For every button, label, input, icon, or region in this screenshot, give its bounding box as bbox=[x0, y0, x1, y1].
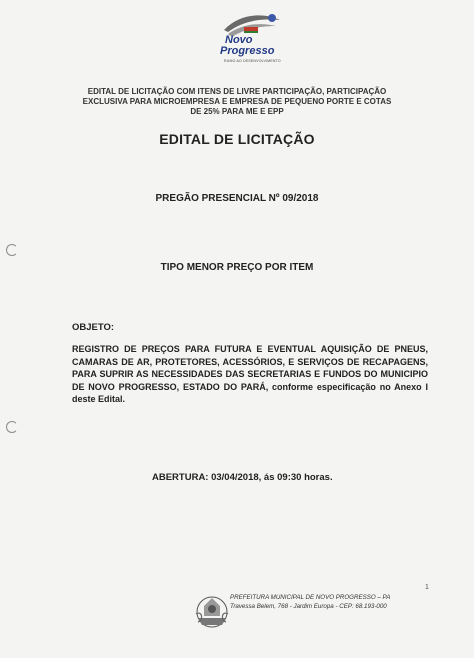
footer-address: Travessa Belem, 768 - Jardim Europa - CEP: 68.193-000 bbox=[230, 603, 387, 610]
abertura-date: ABERTURA: 03/04/2018, ás 09:30 horas. bbox=[152, 472, 333, 483]
header-line: EDITAL DE LICITAÇÃO COM ITENS DE LIVRE PARTICIPAÇÃO, PARTICIPAÇÃO bbox=[87, 87, 387, 96]
logo-wordmark-progresso: Progresso bbox=[220, 45, 275, 57]
objeto-text: REGISTRO DE PREÇOS PARA FUTURA E EVENTUAL AQUISIÇÃO DE PNEUS, CAMARAS DE AR, PROTETORES, ACESSÓRIOS, E SERVIÇOS DE RECAPAGENS, PARA SUPRIR AS NECESSIDADES DAS SECRETARIAS E FUNDOS DO MUNICIPIO DE NOVO PROGRESSO, ESTADO DO PARÁ, bbox=[72, 344, 428, 392]
punch-hole-icon bbox=[6, 244, 18, 256]
logo-tagline: RUMO AO DESENVOLVIMENTO bbox=[224, 59, 281, 63]
punch-hole-icon bbox=[6, 421, 18, 433]
header-line: DE 25% PARA ME E EPP bbox=[190, 107, 284, 116]
footer-institution: PREFEITURA MUNICIPAL DE NOVO PROGRESSO – PA bbox=[230, 594, 391, 601]
municipal-seal-icon bbox=[192, 592, 232, 632]
objeto-label: OBJETO: bbox=[72, 322, 115, 333]
objeto-description bbox=[72, 343, 428, 406]
tipo-licitacao: TIPO MENOR PREÇO POR ITEM bbox=[160, 262, 314, 273]
header-line: EXCLUSIVA PARA MICROEMPRESA E EMPRESA DE PEQUENO PORTE E COTAS bbox=[82, 97, 392, 106]
edital-header bbox=[0, 87, 474, 117]
document-title: EDITAL DE LICITAÇÃO bbox=[159, 131, 315, 147]
logo-wordmark-novo: Novo bbox=[225, 34, 253, 46]
pregao-number: PREGÃO PRESENCIAL Nº 09/2018 bbox=[155, 193, 319, 204]
page-number: 1 bbox=[425, 584, 429, 591]
objeto-tail: conforme especificação no Anexo I deste Edital. bbox=[72, 381, 428, 404]
